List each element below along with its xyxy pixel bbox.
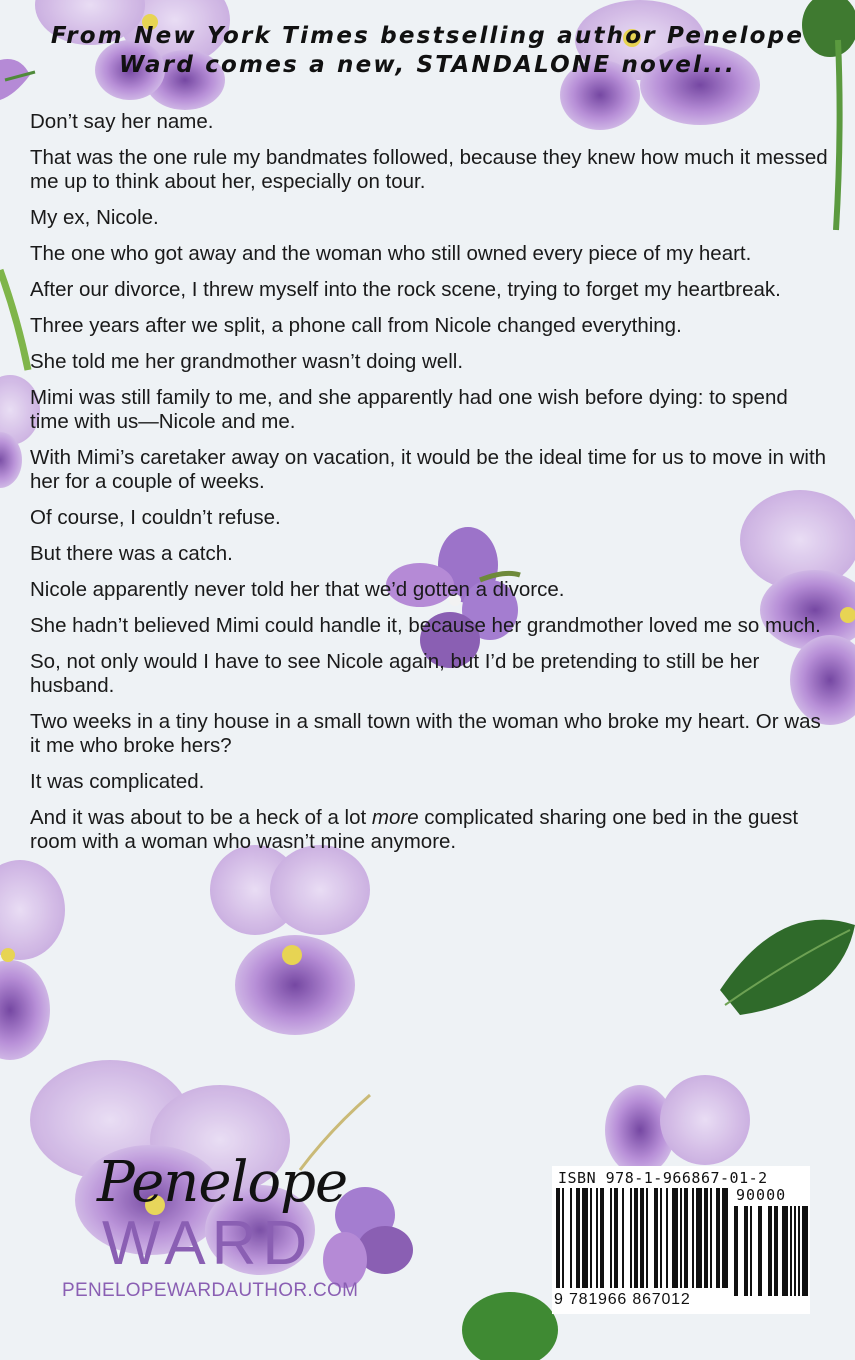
barcode-bar <box>680 1188 682 1288</box>
price-code: 90000 <box>736 1186 787 1204</box>
barcode-bar <box>556 1188 560 1288</box>
barcode-bar <box>596 1188 598 1288</box>
addon-bar <box>798 1206 800 1296</box>
blurb-paragraph: Nicole apparently never told her that we’d gotten a divorce. <box>30 578 565 601</box>
blurb-paragraph: With Mimi’s caretaker away on vacation, it would be the ideal time for us to move in with her for a couple of weeks. <box>30 446 827 493</box>
addon-bar <box>744 1206 748 1296</box>
blurb-paragraph: Of course, I couldn’t refuse. <box>30 506 281 529</box>
barcode-bar <box>710 1188 712 1288</box>
stem-left <box>0 270 28 370</box>
addon-bar <box>774 1206 778 1296</box>
blurb-paragraph: But there was a catch. <box>30 542 233 565</box>
author-logo <box>62 1150 382 1310</box>
addon-bar <box>790 1206 792 1296</box>
logo-script-name: Penelope <box>97 1150 348 1215</box>
addon-bar <box>768 1206 772 1296</box>
blurb-paragraph: So, not only would I have to see Nicole again, but I’d be pretending to still be her husband. <box>30 650 760 697</box>
addon-bar <box>750 1206 752 1296</box>
blurb-paragraph: That was the one rule my bandmates followed, because they knew how much it messed me up to think about her, especially on tour. <box>30 146 828 193</box>
leaf-bottom <box>462 1292 558 1360</box>
barcode-bar <box>666 1188 668 1288</box>
barcode-bar <box>722 1188 728 1288</box>
blurb-text: complicated sharing one bed in the guest room with a woman who wasn’t mine anymore. <box>30 806 799 853</box>
barcode-bar <box>640 1188 644 1288</box>
barcode-bar <box>630 1188 632 1288</box>
barcode-bar <box>614 1188 618 1288</box>
addon-bar <box>758 1206 762 1296</box>
barcode-bar <box>576 1188 580 1288</box>
barcode-bar <box>692 1188 694 1288</box>
leaf-right <box>720 920 855 1015</box>
blurb <box>30 110 830 866</box>
barcode-bar <box>570 1188 572 1288</box>
addon-bar <box>794 1206 796 1296</box>
addon-bar <box>782 1206 788 1296</box>
barcode-bar <box>660 1188 662 1288</box>
blurb-emphasis: more <box>371 806 419 829</box>
barcode-bar <box>582 1188 588 1288</box>
blurb-paragraph: After our divorce, I threw myself into the rock scene, trying to forget my heartbreak. <box>30 278 781 301</box>
isbn-barcode <box>552 1166 810 1314</box>
barcode-bar <box>696 1188 702 1288</box>
tagline: From New York Times bestselling author Penelope Ward comes a new, STANDALONE novel... <box>50 23 805 78</box>
flower-lower-center <box>210 845 370 1035</box>
blurb-paragraph: Three years after we split, a phone call from Nicole changed everything. <box>30 314 682 337</box>
blurb-paragraph: My ex, Nicole. <box>30 206 159 229</box>
barcode-bar <box>672 1188 678 1288</box>
barcode-bar <box>600 1188 604 1288</box>
isbn-number: ISBN 978-1-966867-01-2 <box>558 1169 768 1187</box>
blurb-final-paragraph <box>30 806 830 854</box>
blurb-paragraph: Two weeks in a tiny house in a small town with the woman who broke my heart. Or was it me who broke hers? <box>30 710 821 757</box>
blurb-paragraph: She told me her grandmother wasn’t doing well. <box>30 350 464 373</box>
blurb-paragraph: She hadn’t believed Mimi could handle it, because her grandmother loved me so much. <box>30 614 821 637</box>
barcode-bar <box>610 1188 612 1288</box>
blurb-paragraph: It was complicated. <box>30 770 205 793</box>
barcode-bar <box>704 1188 708 1288</box>
barcode-bar <box>684 1188 688 1288</box>
blurb-paragraph: Mimi was still family to me, and she apparently had one wish before dying: to spend time with us—Nicole and me. <box>30 386 788 433</box>
logo-surname: WARD <box>102 1209 314 1278</box>
addon-bar <box>802 1206 808 1296</box>
barcode-bar <box>646 1188 648 1288</box>
barcode-bar <box>634 1188 638 1288</box>
barcode-bar <box>716 1188 720 1288</box>
barcode-bar <box>654 1188 658 1288</box>
addon-bar <box>734 1206 738 1296</box>
barcode-bar <box>590 1188 592 1288</box>
flower-bottom-right <box>605 1075 750 1175</box>
barcode-digits: 9 781966 867012 <box>554 1291 691 1308</box>
blurb-paragraph: Don’t say her name. <box>30 110 214 133</box>
blurb-paragraph: The one who got away and the woman who still owned every piece of my heart. <box>30 242 752 265</box>
flower-lower-left <box>0 860 65 1060</box>
author-website: PENELOPEWARDAUTHOR.COM <box>62 1280 359 1301</box>
blurb-text: And it was about to be a heck of a lot <box>30 806 372 829</box>
barcode-bar <box>562 1188 564 1288</box>
barcode-bar <box>622 1188 624 1288</box>
